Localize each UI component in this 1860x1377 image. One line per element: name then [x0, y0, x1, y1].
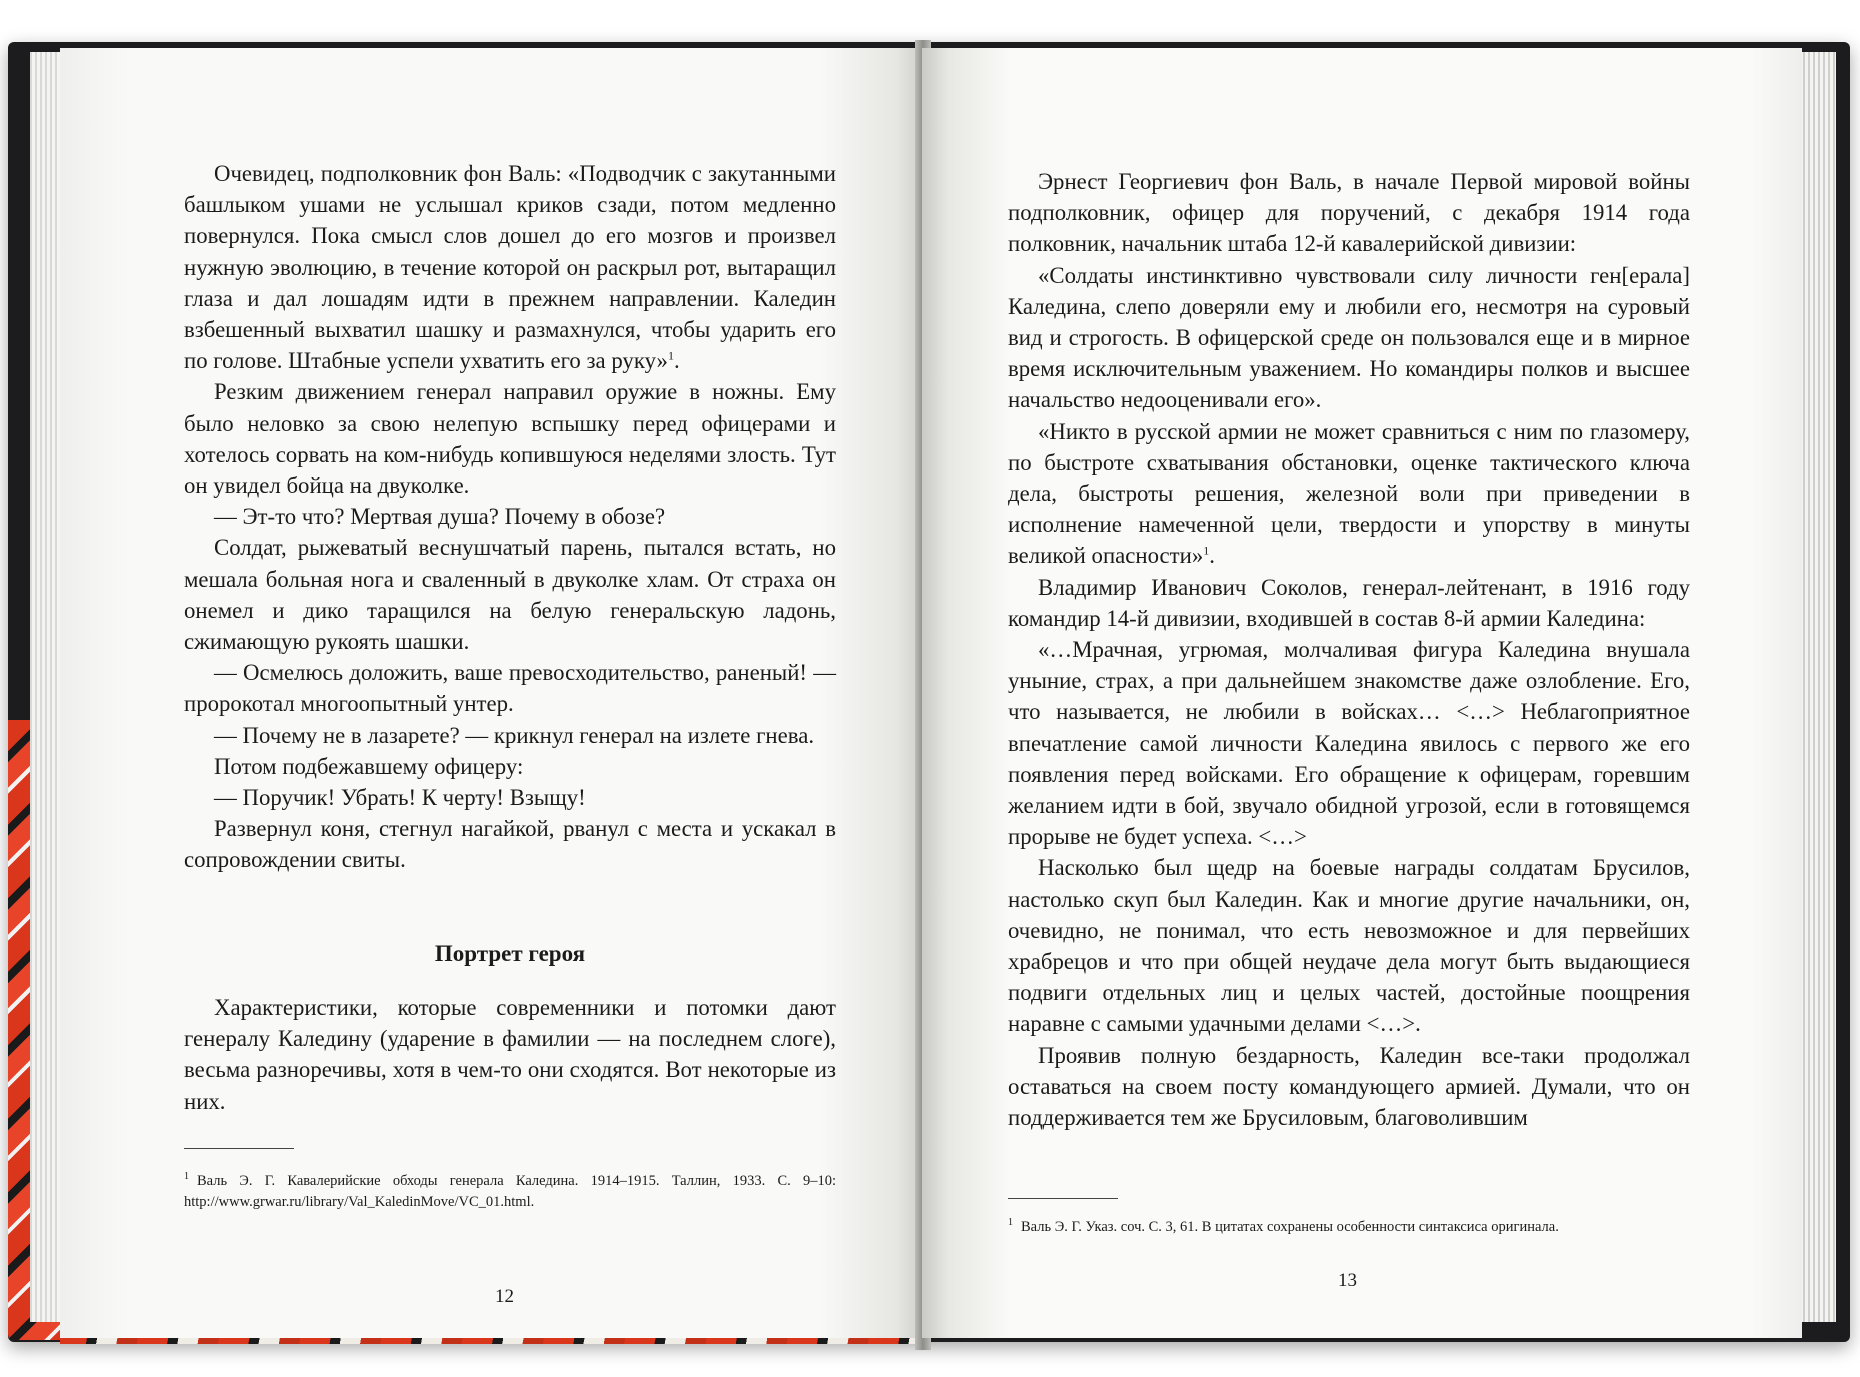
page-number: 12: [495, 1286, 514, 1307]
page-number: 13: [1338, 1270, 1357, 1291]
footnote-text: Валь Э. Г. Указ. соч. С. 3, 61. В цитатах сохранены особенности синтаксиса оригинала.: [1021, 1218, 1559, 1235]
paragraph: «Никто в русской армии не может сравниться с ним по глазомеру, по быстроте схватывания обстановки, оценке тактического ключа дела, быстроты решения, железной воли при приведении в исполнение намеченной цели, твердости и упорству в минуты великой опасности»$^1$.: [1008, 418, 1690, 569]
section-body: [184, 992, 836, 1117]
paragraph: Проявив полную бездарность, Каледин все-таки продолжал оставаться на своем посту командующего армией. Думали, что он поддерживается тем же Брусиловым, благоволившим: [1008, 1042, 1690, 1131]
footnote-rule: [1008, 1198, 1118, 1199]
footnote: [184, 1166, 836, 1213]
paragraph: — Эт-то что? Мертвая душа? Почему в обозе?: [214, 504, 666, 530]
paragraph: «…Мрачная, угрюмая, молчаливая фигура Каледина внушала уныние, страх, а при дальнейшем знакомстве даже озлобление. Его, что называется, не любили в войсках… <…> Неблагоприятное впечатление самой личности Каледина явилось с первого же его появления перед войсками. Его обращение к офицерам, горевшим желанием идти в бой, звучало обидной угрозой, если в готовящемся прорыве не будет успеха. <…>: [1008, 637, 1690, 850]
footnote-mark: 1: [184, 1171, 189, 1182]
left-page-body: [184, 158, 836, 876]
paragraph: Характеристики, которые современники и потомки дают генералу Каледину (ударение в фамилии — на последнем слоге), весьма разноречивы, хотя в чем-то они сходятся. Вот некоторые из них.: [184, 995, 836, 1114]
right-page-body: [1008, 166, 1690, 1133]
paragraph: — Осмелюсь доложить, ваше превосходительство, раненый! — пророкотал многоопытный унтер.: [184, 660, 836, 717]
paragraph: Развернул коня, стегнул нагайкой, рванул с места и ускакал в сопровождении свиты.: [184, 816, 836, 873]
footnote-ref: 1: [1203, 543, 1210, 558]
right-page: [922, 48, 1802, 1338]
paragraph: Резким движением генерал направил оружие в ножны. Ему было неловко за свою нелепую вспышку перед офицерами и хотелось сорвать на ком-нибудь копившуюся неделями злость. Тут он увидел бойца на двуколке.: [184, 379, 836, 499]
paragraph: Потом подбежавшему офицеру:: [214, 753, 524, 779]
paragraph: — Поручик! Убрать! К черту! Взыщу!: [214, 785, 586, 811]
paragraph: «Солдаты инстинктивно чувствовали силу личности ген[ерала] Каледина, слепо доверяли ему и любили его, несмотря на суровый вид и строгость. В офицерской среде он пользовался еще и в мирное время исключительным уважением. Но командиры полков и высшее начальство недооценивали его».: [1008, 262, 1690, 413]
paragraph: Владимир Иванович Соколов, генерал-лейтенант, в 1916 году командир 14-й дивизии, входившей в состав 8-й армии Каледина:: [1008, 574, 1690, 631]
footnote-rule: [184, 1148, 294, 1149]
section-heading: Портрет героя: [434, 941, 586, 966]
footnote-text: Валь Э. Г. Кавалерийские обходы генерала Каледина. 1914–1915. Таллин, 1933. С. 9–10: http://www.grwar.ru/library/Val_KaledinMove/VC_01.html.: [184, 1172, 836, 1210]
footnote-mark: 1: [1008, 1217, 1013, 1228]
paragraph: Солдат, рыжеватый веснушчатый парень, пытался встать, но мешала больная нога и сваленный в двуколке хлам. От страха он онемел и дико таращился на белую генеральскую ладонь, сжимающую рукоять шашки.: [184, 535, 836, 655]
paragraph: Очевидец, подполковник фон Валь: «Подводчик с закутанными башлыком ушами не услышал криков сзади, потом медленно повернулся. Пока смысл слов дошел до его мозгов и произвел нужную эволюцию, в течение которой он раскрыл рот, вытаращил глаза и дал лошадям идти в прежнем направлении. Каледин взбешенный выхватил шашку и размахнулся, чтобы ударить его по голове. Штабные успели ухватить его за руку»$^1$.: [184, 161, 836, 374]
page-edges-right: [1800, 52, 1836, 1322]
left-page: [60, 48, 922, 1338]
paragraph: — Почему не в лазарете? — крикнул генерал на излете гнева.: [214, 722, 815, 748]
paragraph: Насколько был щедр на боевые награды солдатам Брусилов, настолько скуп был Каледин. Как и многие другие начальники, он, очевидно, не понимал, что есть невозможное и для первейших храбрецов и что при общей неудаче дела могут быть выдающиеся подвиги отдельных лиц и целых частей, достойные поощрения наравне с самыми удачными делами <…>.: [1008, 855, 1690, 1037]
paragraph: Эрнест Георгиевич фон Валь, в начале Первой мировой войны подполковник, офицер для поручений, с декабря 1914 года полковник, начальник штаба 12-й кавалерийской дивизии:: [1008, 169, 1690, 257]
footnote: [1008, 1212, 1690, 1238]
footnote-ref: 1: [667, 348, 674, 363]
